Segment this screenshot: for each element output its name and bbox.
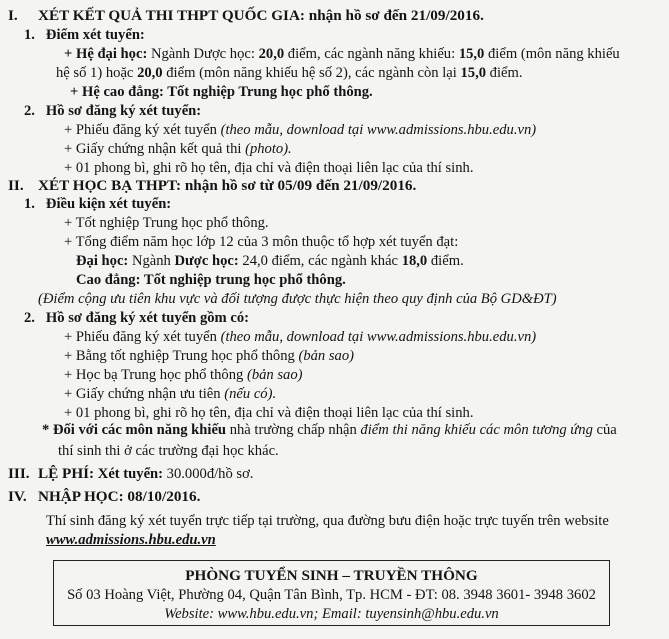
score: 20,0 bbox=[258, 46, 285, 62]
doc-item-2 bbox=[64, 141, 292, 158]
copy-note: (bản sao) bbox=[246, 367, 303, 383]
contact-title: PHÒNG TUYỂN SINH – TRUYỀN THÔNG bbox=[185, 567, 478, 584]
section-2-sub-1 bbox=[24, 196, 171, 213]
section-1-title: XÉT KẾT QUẢ THI THPT QUỐC GIA: nhận hồ sơ đến 21/09/2016. bbox=[38, 7, 484, 24]
section-3-number: III. bbox=[8, 465, 30, 482]
score: 20,0 bbox=[137, 65, 163, 81]
enrollment-text: Thí sinh đăng ký xét tuyển trực tiếp tại trường, qua đường bưu điện hoặc trực tuyến trên website bbox=[46, 513, 609, 529]
download-note: (theo mẫu, download tại www.admissions.hbu.edu.vn) bbox=[220, 122, 537, 138]
sub-number: 2. bbox=[24, 103, 35, 119]
contact-address: Số 03 Hoàng Việt, Phường 04, Quận Tân Bình, Tp. HCM - ĐT: 08. 3948 3601- 3948 3602 bbox=[67, 587, 596, 603]
score: 15,0 bbox=[460, 65, 487, 81]
text: hệ số 1) hoặc bbox=[56, 65, 138, 81]
text: Ngành bbox=[128, 253, 175, 269]
text: Ngành Dược học: bbox=[147, 46, 259, 62]
asterisk: * bbox=[42, 422, 50, 438]
doc-item-1 bbox=[64, 122, 536, 139]
sub-title: Hồ sơ đăng ký xét tuyển gồm có: bbox=[45, 310, 249, 326]
hb-doc-3 bbox=[64, 367, 303, 384]
download-note: (theo mẫu, download tại www.admissions.hbu.edu.vn) bbox=[220, 329, 537, 345]
text: + Học bạ Trung học phổ thông bbox=[64, 367, 247, 383]
contact-box bbox=[53, 560, 610, 626]
section-2-title: XÉT HỌC BẠ THPT: nhận hồ sơ từ 05/09 đến 21/09/2016. bbox=[38, 177, 417, 194]
talent-note-line-1 bbox=[42, 422, 617, 439]
section-1-sub-1 bbox=[24, 27, 145, 44]
hb-doc-5: + 01 phong bì, ghi rõ họ tên, địa chỉ và điện thoại liên lạc của thí sinh. bbox=[64, 405, 474, 421]
text: điểm thi năng khiếu các môn tương ứng bbox=[360, 422, 593, 438]
sub-title: Điểm xét tuyển: bbox=[45, 27, 145, 43]
cd-label: Cao đẳng: bbox=[76, 272, 141, 288]
section-2-heading bbox=[8, 177, 416, 194]
text: điểm, các ngành năng khiếu: bbox=[284, 46, 459, 62]
section-4-number: IV. bbox=[8, 488, 27, 505]
section-4-title: NHẬP HỌC: 08/10/2016. bbox=[38, 488, 201, 505]
sub-title: Hồ sơ đăng ký xét tuyển: bbox=[45, 103, 202, 119]
talent-note-line-2: thí sinh thi ở các trường đại học khác. bbox=[58, 443, 279, 459]
text: + Phiếu đăng ký xét tuyển bbox=[64, 329, 221, 345]
if-any-note: (nếu có). bbox=[224, 386, 277, 402]
section-4-heading bbox=[8, 488, 200, 505]
fee-label: Xét tuyển: bbox=[94, 466, 164, 482]
website-link[interactable]: www.hbu.edu.vn bbox=[217, 606, 314, 622]
score: 15,0 bbox=[458, 46, 485, 62]
section-2-number: II. bbox=[8, 177, 24, 194]
text: điểm, các ngành khác bbox=[267, 253, 402, 269]
text: + Giấy chứng nhận ưu tiên bbox=[64, 386, 225, 402]
website-label: Website: bbox=[164, 606, 218, 622]
text: + Phiếu đăng ký xét tuyển bbox=[64, 122, 221, 138]
sub-number: 1. bbox=[24, 27, 35, 43]
text: của bbox=[592, 422, 617, 438]
dh-label: Đại học: bbox=[76, 253, 129, 269]
score: 24,0 bbox=[238, 253, 268, 269]
cd-line bbox=[70, 84, 373, 101]
email-label: ; Email: bbox=[313, 606, 366, 622]
fee-value: 30.000đ/hồ sơ. bbox=[163, 466, 254, 482]
score: 18,0 bbox=[401, 253, 428, 269]
doc-item-3: + 01 phong bì, ghi rõ họ tên, địa chỉ và điện thoại liên lạc của thí sinh. bbox=[64, 160, 474, 176]
photo-note: (photo). bbox=[245, 141, 292, 157]
section-1-number: I. bbox=[8, 7, 18, 24]
condition-1: + Tốt nghiệp Trung học phổ thông. bbox=[64, 215, 269, 231]
hb-dh-line bbox=[76, 253, 464, 270]
text: Dược học: bbox=[174, 253, 239, 269]
priority-note: (Điểm cộng ưu tiên khu vực và đối tượng được thực hiện theo quy định của Bộ GD&ĐT) bbox=[38, 291, 557, 307]
section-3-title: LỆ PHÍ: bbox=[38, 465, 95, 482]
hb-doc-4 bbox=[64, 386, 276, 403]
section-2-sub-2 bbox=[24, 310, 249, 327]
admissions-website-link[interactable]: www.admissions.hbu.edu.vn bbox=[46, 532, 216, 548]
text: + Bằng tốt nghiệp Trung học phổ thông bbox=[64, 348, 299, 364]
sub-number: 1. bbox=[24, 196, 35, 212]
cd-text: Tốt nghiệp trung học phổ thông. bbox=[140, 272, 346, 288]
hb-doc-2 bbox=[64, 348, 354, 365]
hb-cd-line bbox=[76, 272, 346, 289]
cd-text: Tốt nghiệp Trung học phổ thông. bbox=[163, 84, 373, 100]
section-3-heading bbox=[8, 465, 253, 483]
text: điểm (môn năng khiếu bbox=[484, 46, 620, 62]
text: Đối với các môn năng khiếu bbox=[49, 422, 227, 438]
text: điểm. bbox=[427, 253, 464, 269]
cd-label: + Hệ cao đẳng: bbox=[70, 84, 164, 100]
condition-2: + Tổng điểm năm học lớp 12 của 3 môn thuộc tổ hợp xét tuyển đạt: bbox=[64, 234, 459, 250]
dh-line-1 bbox=[64, 46, 620, 63]
text: + Giấy chứng nhận kết quả thi bbox=[64, 141, 246, 157]
section-1-sub-2 bbox=[24, 103, 201, 120]
hb-doc-1 bbox=[64, 329, 536, 346]
text: điểm. bbox=[486, 65, 523, 81]
dh-line-2 bbox=[56, 65, 523, 82]
section-1-heading bbox=[8, 7, 484, 24]
text: điểm (môn năng khiếu hệ số 2), các ngành còn lại bbox=[162, 65, 461, 81]
sub-title: Điều kiện xét tuyển: bbox=[45, 196, 172, 212]
sub-number: 2. bbox=[24, 310, 35, 326]
text: nhà trường chấp nhận bbox=[226, 422, 361, 438]
contact-web-email bbox=[54, 606, 609, 623]
copy-note: (bản sao) bbox=[298, 348, 354, 364]
email-link[interactable]: tuyensinh@hbu.edu.vn bbox=[365, 606, 499, 622]
dh-label: + Hệ đại học: bbox=[64, 46, 148, 62]
